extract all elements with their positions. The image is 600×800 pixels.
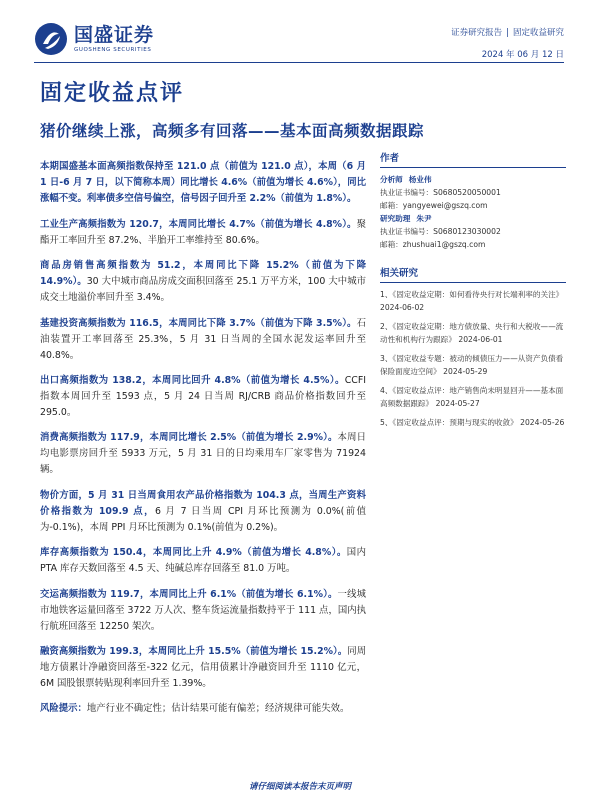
risk-warning xyxy=(40,701,366,717)
paragraph-lead: 物价方面，5 月 31 日当周食用农产品价格指数为 104.3 点，当周生产资料价格指数为 109.9 点， xyxy=(40,489,366,517)
paragraph-lead: 本期国盛基本面高频指数保持至 121.0 点（前值为 121.0 点），本周（6 月 1 日-6 月 7 日，以下简称本周）同比增长 4.6%（前值为增长 4.6%），同比涨幅不变。利率债多空信号偏空，信号因子回升至 2.2%（前值为 1.8%）。 xyxy=(40,161,366,205)
page-title: 猪价继续上涨，高频多有回落——基本面高频数据跟踪 xyxy=(40,122,425,140)
brand-name-cn: 国盛证券 xyxy=(74,24,155,46)
header-meta xyxy=(451,26,564,60)
sidebar xyxy=(380,150,566,435)
related-title[interactable]: 1、《固定收益定期：如何看待央行对长端利率的关注》 xyxy=(380,290,564,299)
paragraph-lead: 融资高频指数为 199.3，本周同比上升 15.5%（前值为增长 15.2%）。 xyxy=(40,645,348,657)
paragraph xyxy=(40,644,366,692)
paragraph-body: 国内 PTA 库存天数回落至 4.5 天、纯碱总库存回落至 81.0 万吨。 xyxy=(40,547,366,575)
assistant-role: 研究助理 xyxy=(380,214,411,223)
related-title[interactable]: 4、《固定收益点评：地产销售尚未明显回升——基本面高频数据跟踪》 xyxy=(380,386,564,408)
brand-name-en: GUOSHENG SECURITIES xyxy=(74,47,152,53)
paragraph xyxy=(40,316,366,364)
header-separator: | xyxy=(506,28,509,38)
report-date: 2024 年 06 月 12 日 xyxy=(481,50,564,60)
paragraph-body: 6 月 7 日当周 CPI 月环比预测为 0.0%(前值为-0.1%)，本周 PPI 月环比预测为 0.1%(前值为 0.2%)。 xyxy=(40,505,366,533)
paragraph-lead: 商品房销售高频指数为 51.2，本周同比下降 15.2%（前值为下降 14.9%）。 xyxy=(40,260,366,288)
paragraph xyxy=(40,488,366,536)
risk-warning-text: 地产行业不确定性；估计结果可能有偏差；经济规律可能失效。 xyxy=(86,703,350,715)
report-category: 固定收益研究 xyxy=(512,28,564,38)
related-title[interactable]: 5、《固定收益点评：预期与现实的收敛》 xyxy=(380,418,518,427)
paragraph-body: 聚酯开工率回升至 87.2%、半胎开工率维持至 80.6%。 xyxy=(40,218,366,246)
main-content xyxy=(40,150,366,724)
assistant-email[interactable]: 邮箱：zhushuai1@gszq.com xyxy=(380,240,486,249)
brand-logo xyxy=(34,22,154,56)
related-title[interactable]: 3、《固定收益专题：被动的倾债压力——从资产负债看保险面度边空间》 xyxy=(380,354,564,376)
paragraph-lead: 交运高频指数为 119.7，本周同比上升 6.1%（前值为增长 6.1%）。 xyxy=(40,588,338,600)
assistant-cert: 执业证书编号：S0680123030002 xyxy=(380,227,501,236)
related-heading: 相关研究 xyxy=(380,265,566,283)
paragraph-lead: 基建投资高频指数为 116.5，本周同比下降 3.7%（前值为下降 3.5%）。 xyxy=(40,317,357,329)
analyst-cert: 执业证书编号：S0680520050001 xyxy=(380,188,501,197)
paragraph-body: 一线城市地铁客运量回落至 3722 万人次、整车货运流量指数持平于 111 点，国内执行航班回落至 12250 架次。 xyxy=(40,588,366,632)
related-date: 2024-06-01 xyxy=(458,335,503,344)
related-date: 2024-05-29 xyxy=(443,367,488,376)
related-item[interactable] xyxy=(380,288,566,314)
paragraph-lead: 出口高频指数为 138.2，本周同比回升 4.8%（前值为增长 4.5%）。 xyxy=(40,374,345,386)
authors-heading: 作者 xyxy=(380,150,566,168)
paragraph-body: CCFI 指数本周回升至 1593 点，5 月 24 日当周 RJ/CRB 商品价格指数回升至 295.0。 xyxy=(40,374,366,418)
paragraph-body: 石油装置开工率回落至 25.3%，5 月 31 日当周的全国水泥发运率回升至 40.8%。 xyxy=(40,317,366,361)
related-date: 2024-05-26 xyxy=(520,418,565,427)
paragraph xyxy=(40,545,366,577)
risk-warning-label: 风险提示： xyxy=(40,703,87,715)
header-divider xyxy=(34,62,564,63)
assistant-name: 朱尹 xyxy=(416,214,432,223)
paragraph-lead: 工业生产高频指数为 120.7，本周同比增长 4.7%（前值为增长 4.8%）。 xyxy=(40,218,357,230)
paragraph-body: 30 大中城市商品房成交面积回落至 25.1 万平方米，100 大中城市成交土地溢价率回升至 3.4%。 xyxy=(40,276,366,304)
assistant-line xyxy=(380,212,566,225)
related-item[interactable] xyxy=(380,416,566,429)
analyst-line xyxy=(380,173,566,186)
paragraph-lead: 消费高频指数为 117.9，本周同比增长 2.5%（前值为增长 2.9%）。 xyxy=(40,432,338,444)
report-kind: 证券研究报告 xyxy=(451,28,503,38)
related-date: 2024-06-02 xyxy=(380,303,425,312)
paragraph xyxy=(40,430,366,478)
paragraph xyxy=(40,159,366,207)
related-date: 2024-05-27 xyxy=(435,399,480,408)
paragraph xyxy=(40,587,366,635)
related-item[interactable] xyxy=(380,320,566,346)
related-item[interactable] xyxy=(380,352,566,378)
paragraph-body: 本周日均电影票房回升至 5933 万元，5 月 31 日的日均乘用车厂家零售为 71924 辆。 xyxy=(40,432,366,476)
analyst-name: 杨业伟 xyxy=(408,175,432,184)
paragraph-body: 同周地方债累计净融资回落至-322 亿元，信用债累计净融资回升至 1110 亿元，6M 国股银票转贴现利率回升至 1.39%。 xyxy=(40,645,366,689)
paragraph xyxy=(40,373,366,421)
doc-type: 固定收益点评 xyxy=(40,81,185,106)
paragraph xyxy=(40,258,366,306)
analyst-role: 分析师 xyxy=(380,175,403,184)
related-item[interactable] xyxy=(380,384,566,410)
analyst-email[interactable]: 邮箱：yangyewei@gszq.com xyxy=(380,201,488,210)
footer-disclaimer: 请仔细阅读本报告末页声明 xyxy=(248,782,351,792)
paragraph-lead: 库存高频指数为 150.4，本周同比上升 4.9%（前值为增长 4.8%）。 xyxy=(40,547,347,559)
guosheng-logo-icon xyxy=(34,22,68,56)
paragraph xyxy=(40,217,366,249)
related-title[interactable]: 2、《固定收益定期：地方债放量、央行和大税收——流动性和机构行为跟踪》 xyxy=(380,322,564,344)
